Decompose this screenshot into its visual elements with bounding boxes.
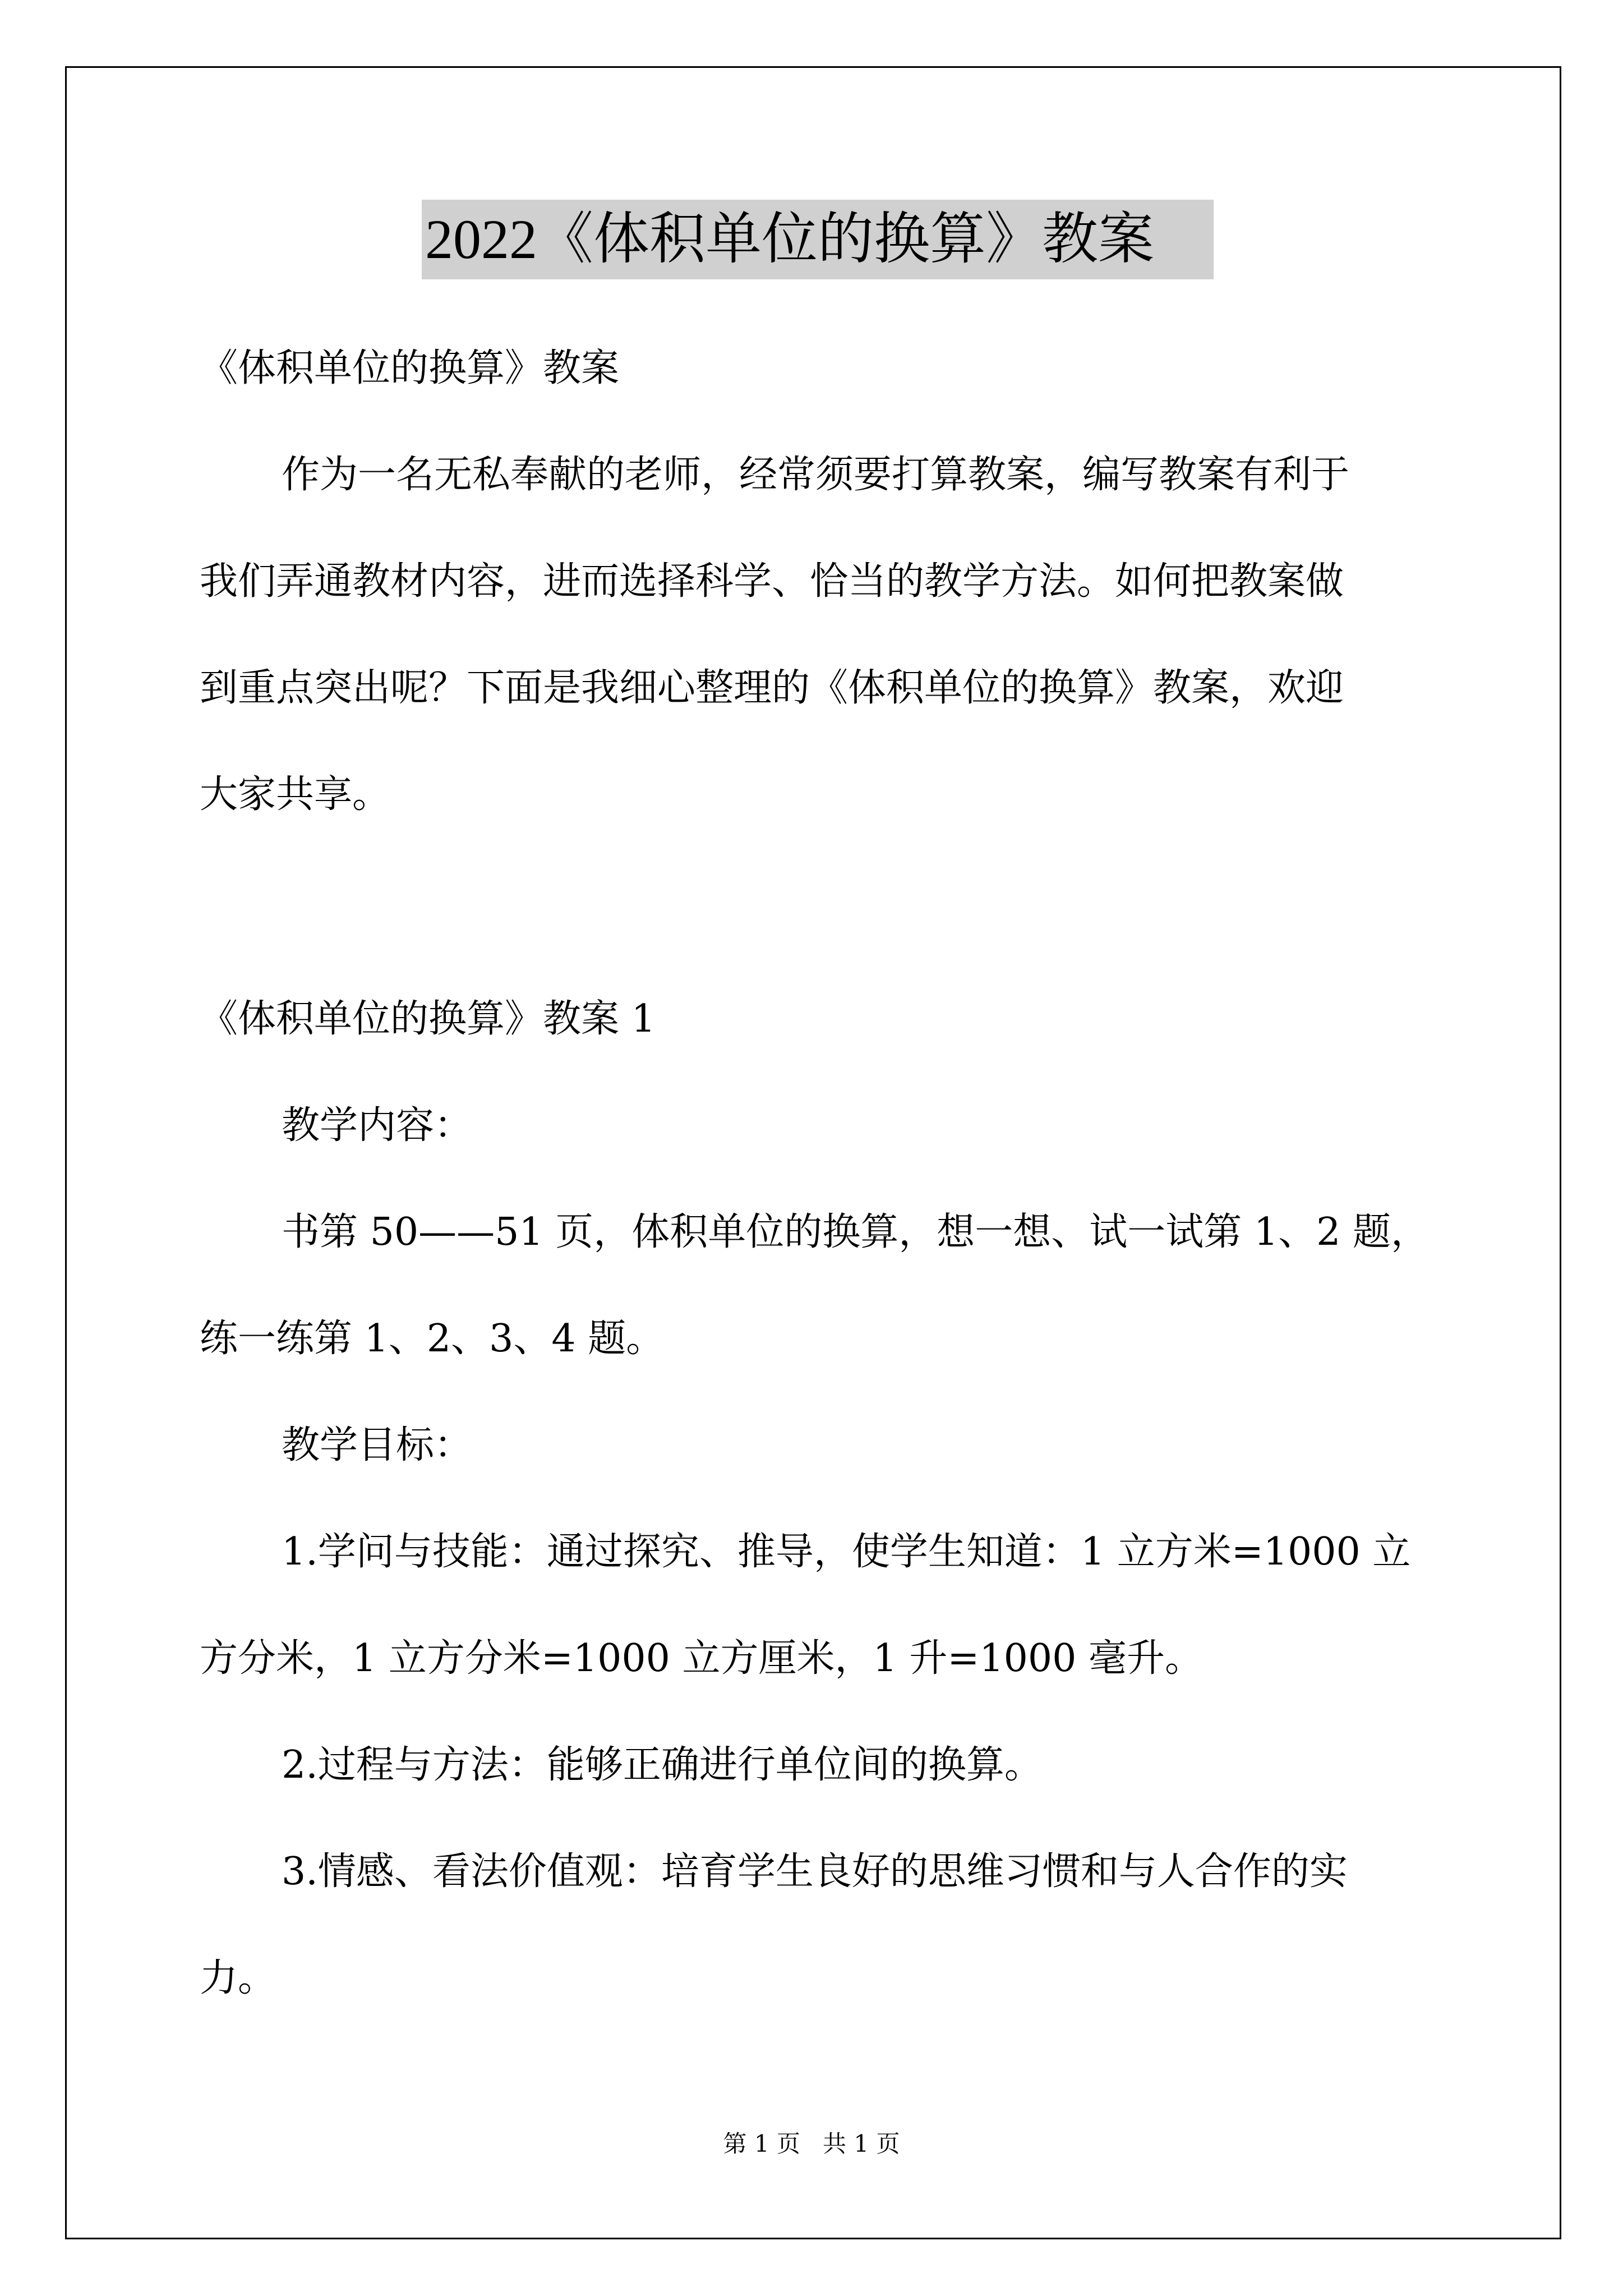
objectives-label (200, 1392, 1478, 1499)
intro-line: 到重点突出呢？下面是我细心整理的《体积单位的换算》教案，欢迎 (200, 666, 1344, 710)
objective-2-text: 2.过程与方法：能够正确进行单位间的换算。 (282, 1743, 1043, 1787)
intro-line: 大家共享。 (200, 772, 391, 817)
intro-line: 作为一名无私奉献的老师，经常须要打算教案，编写教案有利于 (282, 453, 1350, 497)
objectives-label-text: 教学目标： (282, 1423, 473, 1467)
section-heading (200, 966, 1478, 1073)
intro-paragraph (200, 422, 1478, 848)
objective-3-line: 力。 (200, 1956, 276, 2000)
objective-3 (200, 1819, 1478, 2032)
content-label-text: 教学内容： (282, 1103, 473, 1148)
intro-line: 我们弄通教材内容，进而选择科学、恰当的教学方法。如何把教案做 (200, 559, 1344, 604)
objective-1-line: 1.学问与技能：通过探究、推导，使学生知道：1 立方米=1000 立 (282, 1530, 1411, 1574)
content-line: 练一练第 1、2、3、4 题。 (200, 1317, 665, 1361)
objective-1-line: 方分米，1 立方分米=1000 立方厘米，1 升=1000 毫升。 (200, 1636, 1204, 1681)
page-footer: 第 1 页 共 1 页 (723, 2130, 900, 2157)
content-line: 书第 50——51 页，体积单位的换算，想一想、试一试第 1、2 题， (282, 1210, 1430, 1254)
objective-1 (200, 1499, 1478, 1712)
objective-2 (200, 1712, 1478, 1819)
content-paragraph (200, 1179, 1478, 1392)
content-label (200, 1073, 1478, 1179)
document-title: 2022《体积单位的换算》教案 (422, 200, 1214, 279)
subtitle-text: 《体积单位的换算》教案 (200, 346, 620, 390)
section-heading-text: 《体积单位的换算》教案 1 (200, 997, 656, 1041)
subtitle (200, 315, 1478, 422)
objective-3-line: 3.情感、看法价值观：培育学生良好的思维习惯和与人合作的实 (282, 1849, 1348, 1894)
